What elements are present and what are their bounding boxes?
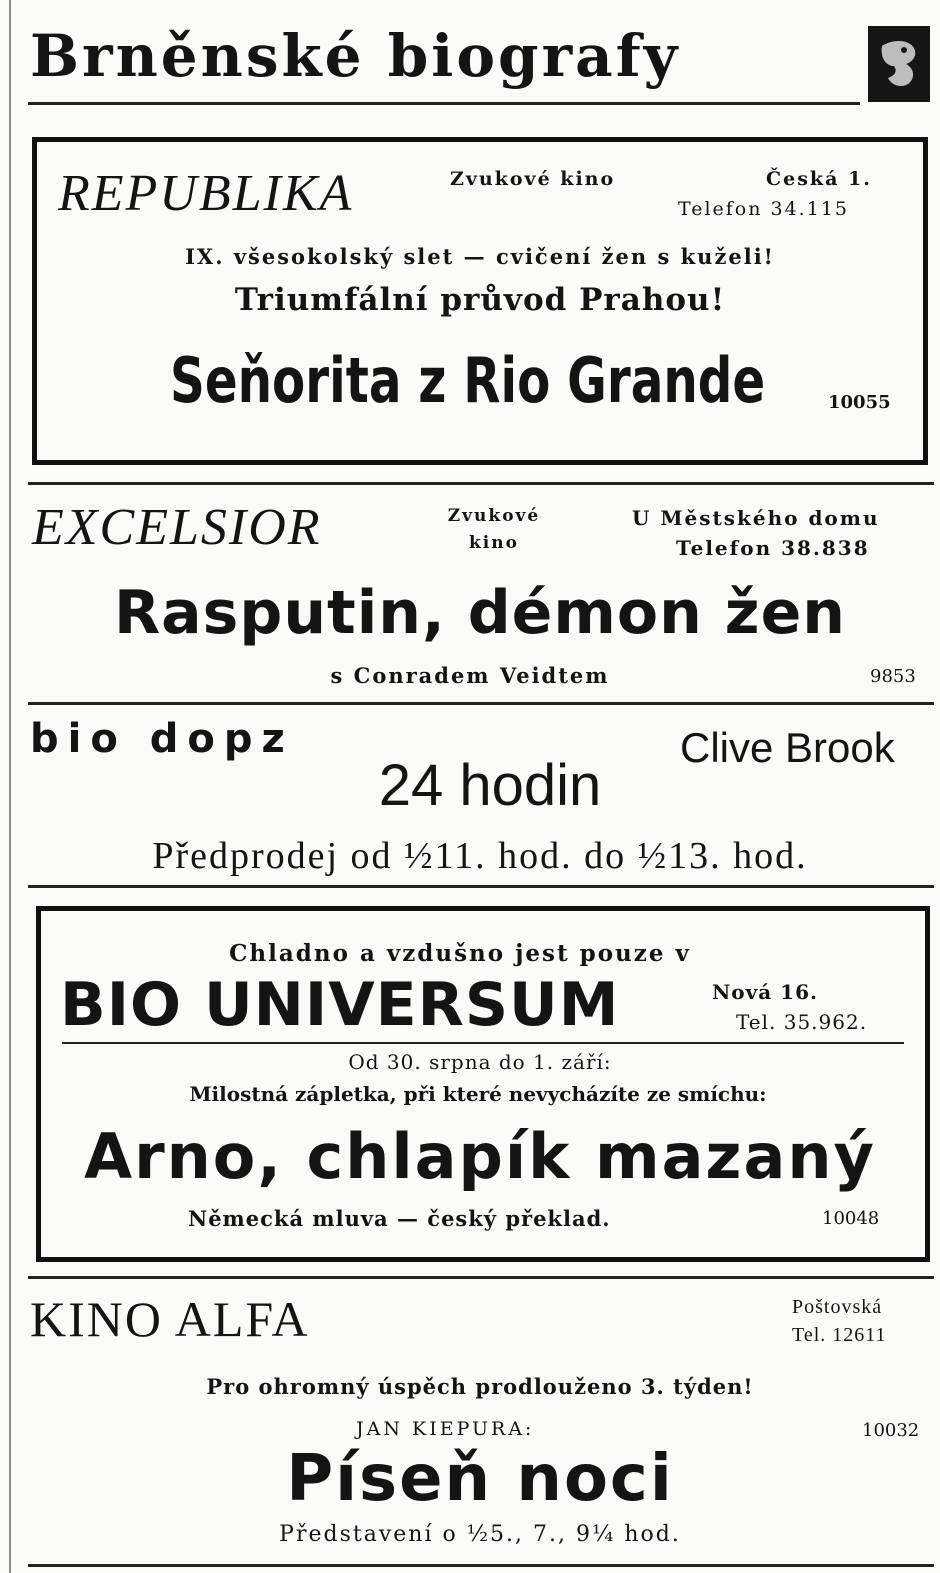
republika-code: 10055	[828, 392, 891, 413]
rule-5	[28, 1564, 934, 1567]
excelsior-name: EXCELSIOR	[32, 499, 322, 556]
excelsior-phone: Telefon 38.838	[676, 536, 870, 560]
biodopz-film: 24 hodin	[378, 753, 602, 818]
universum-inner-rule	[62, 1042, 904, 1044]
universum-code: 10048	[822, 1208, 880, 1229]
alfa-shows: Představení o ½5., 7., 9¼ hod.	[279, 1522, 681, 1547]
republika-line2: Triumfální průvod Prahou!	[234, 282, 726, 318]
excelsior-type-line1: Zvukové	[447, 506, 541, 526]
header-rule	[28, 102, 860, 105]
excelsior-code: 9853	[870, 666, 916, 687]
universum-blurb: Milostná zápletka, při které nevycházíte ze smíchu:	[189, 1082, 767, 1106]
rule-2	[28, 702, 934, 705]
republika-type: Zvukové kino	[450, 168, 616, 190]
excelsior-type-line2: kino	[469, 533, 519, 553]
universum-dates: Od 30. srpna do 1. září:	[348, 1050, 612, 1074]
republika-address: Česká 1.	[766, 168, 872, 190]
rule-1	[28, 482, 934, 485]
alfa-phone: Tel. 12611	[792, 1324, 887, 1346]
excelsior-film: Rasputin, démon žen	[113, 578, 847, 648]
biodopz-star: Clive Brook	[680, 724, 895, 771]
rule-4	[28, 1276, 934, 1279]
alfa-star: JAN KIEPURA:	[356, 1418, 535, 1440]
universum-film: Arno, chlapík mazaný	[84, 1120, 876, 1193]
universum-address: Nová 16.	[712, 980, 818, 1004]
alfa-code: 10032	[862, 1420, 920, 1441]
universum-tagline: Chladno a vzdušno jest pouze v	[229, 940, 691, 967]
republika-film: Seňorita z Rio Grande	[170, 344, 766, 417]
rule-3	[28, 885, 934, 888]
alfa-line1: Pro ohromný úspěch prodlouženo 3. týden!	[206, 1374, 754, 1399]
excelsior-address: U Městského domu	[632, 506, 880, 530]
alfa-address: Poštovská	[792, 1296, 883, 1318]
universum-name: BIO UNIVERSUM	[60, 970, 620, 1040]
biodopz-presale: Předprodej od ½11. hod. do ½13. hod.	[152, 835, 808, 877]
republika-line1: IX. všesokolský slet — cvičení žen s kuželi!	[185, 244, 775, 269]
excelsior-cast: s Conradem Veidtem	[330, 663, 610, 688]
biodopz-name: bio dopz	[30, 716, 294, 762]
page-left-rule	[9, 0, 11, 1573]
page-title: Brněnské biografy	[30, 22, 681, 90]
alfa-film: Píseň noci	[286, 1442, 674, 1516]
universum-phone: Tel. 35.962.	[736, 1010, 868, 1034]
republika-phone: Telefon 34.115	[678, 198, 849, 220]
universum-language: Německá mluva — český překlad.	[188, 1206, 611, 1231]
emblem-icon	[868, 26, 930, 102]
republika-name: REPUBLIKA	[58, 165, 354, 222]
alfa-name: KINO ALFA	[30, 1291, 310, 1347]
